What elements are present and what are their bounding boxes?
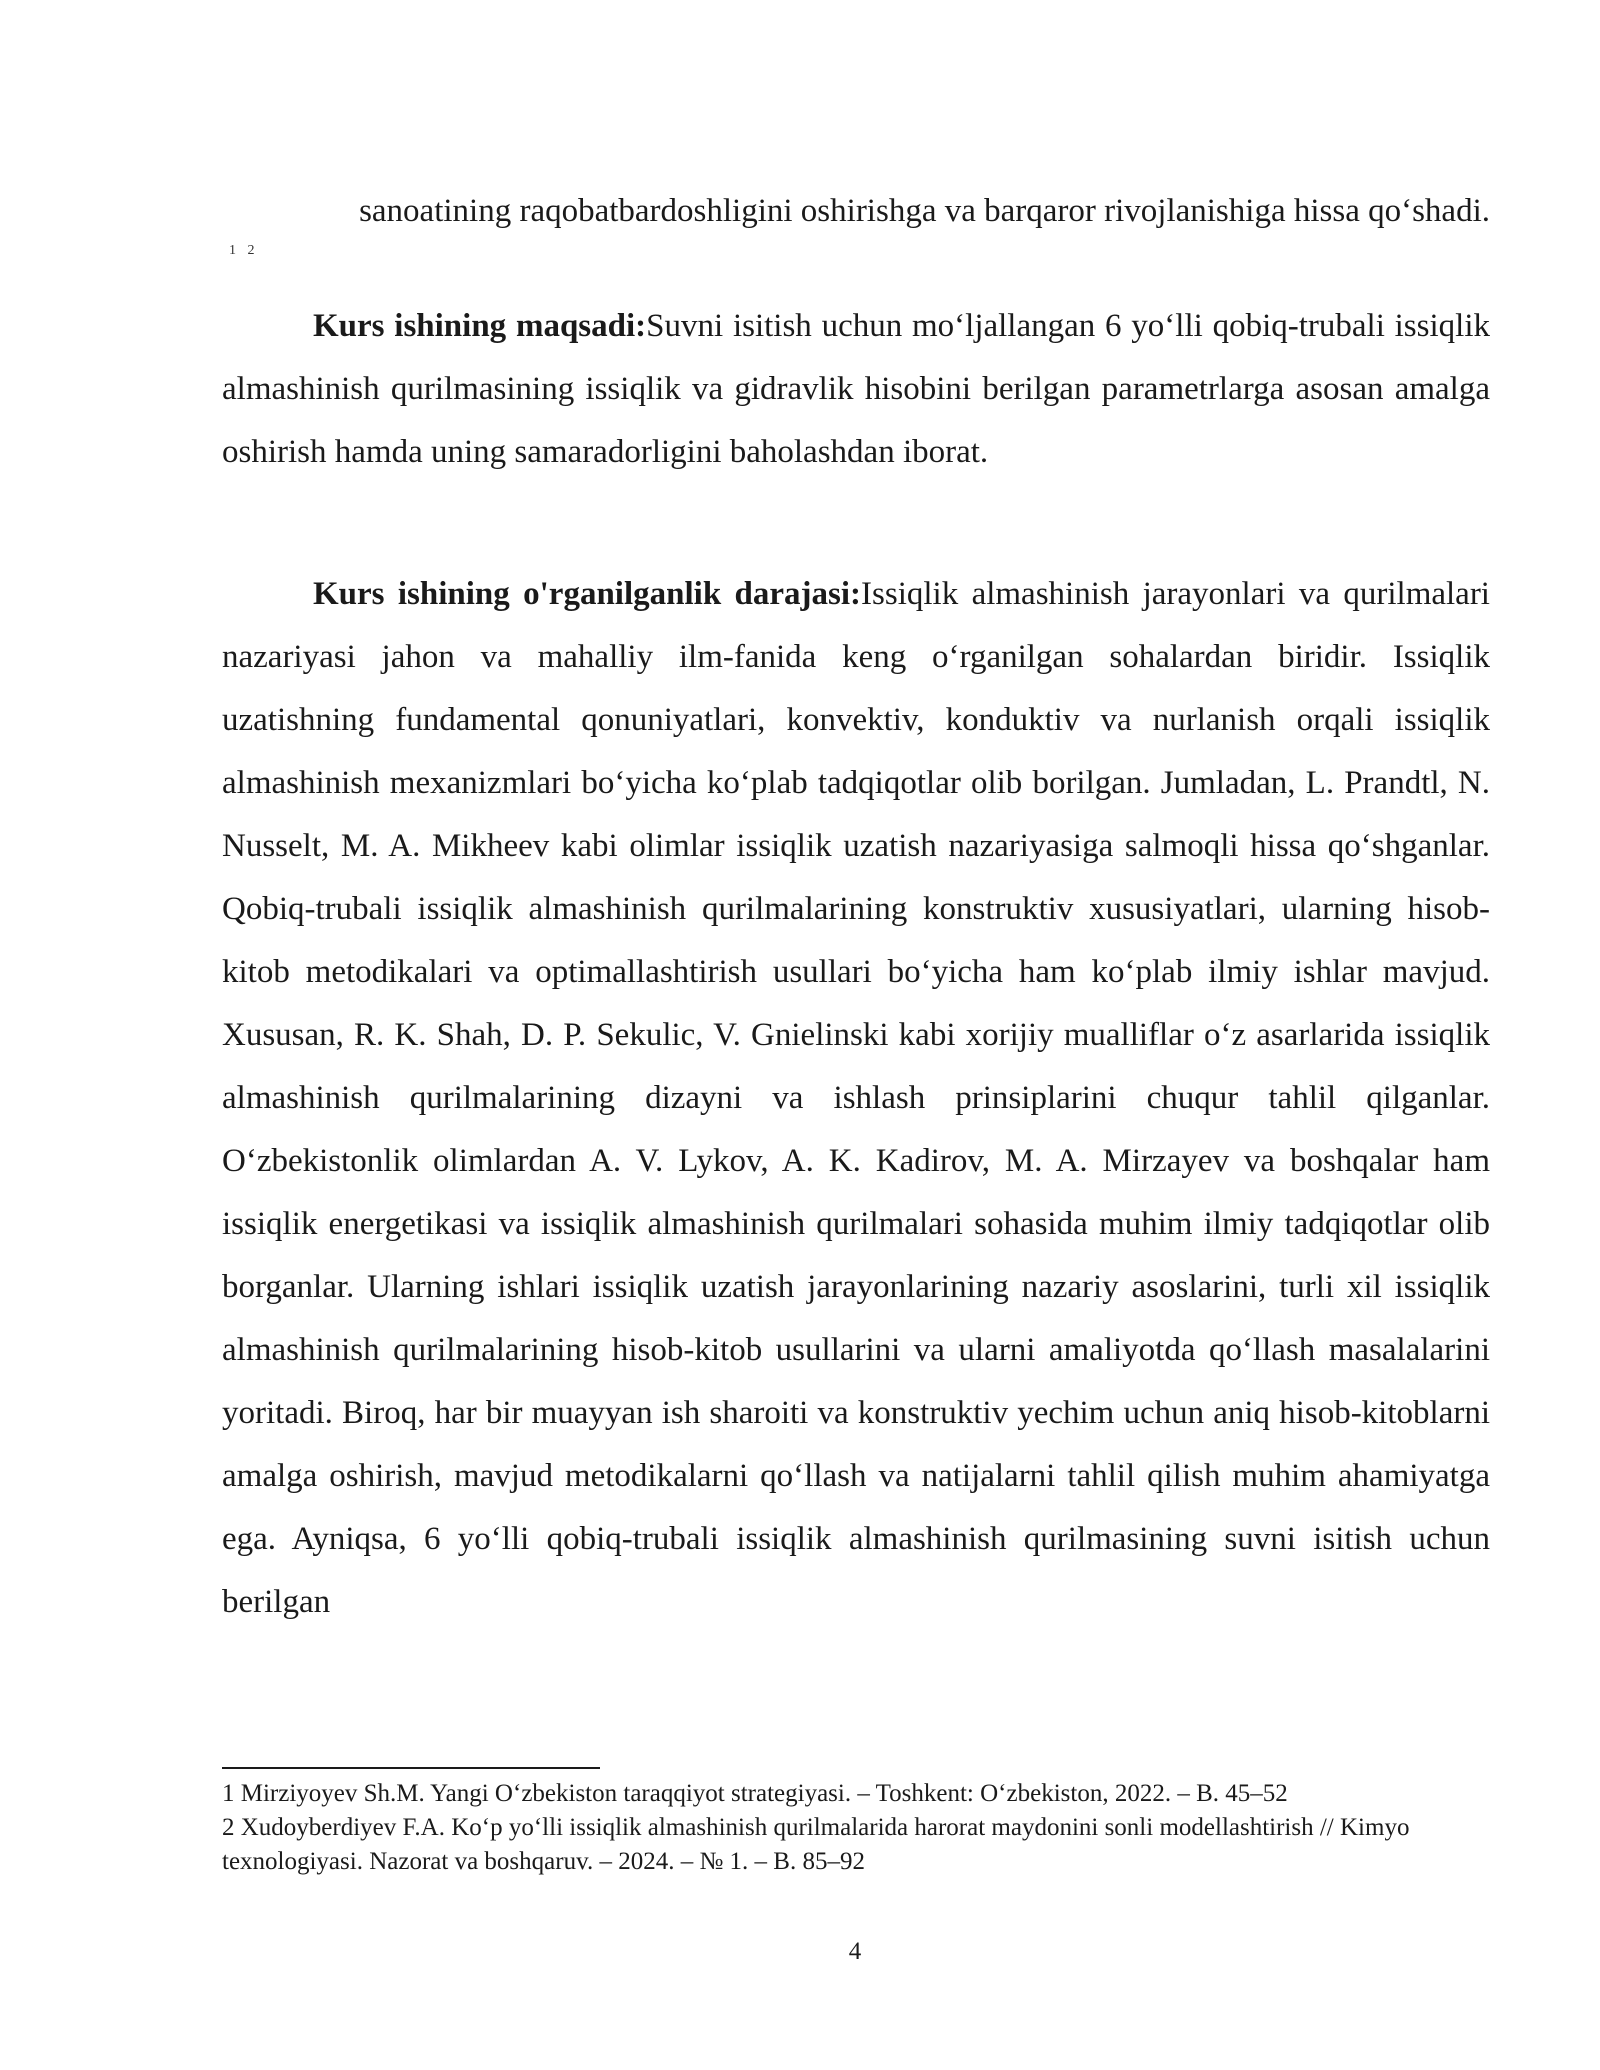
intro-text: sanoatining raqobatbardoshligini oshirishga va barqaror rivojlanishiga hissa qo‘shadi. — [359, 193, 1490, 229]
goal-text: Suvni isitish uchun mo‘ljallangan 6 yo‘lli qobiq-trubali issiqlik almashinish qurilmasining issiqlik va gidravlik hisobini berilgan parametrlarga asosan amalga oshirish hamda uning samaradorligini baholashdan iborat. — [222, 308, 1490, 470]
footnote-references: 1 2 — [229, 243, 259, 258]
study-level-heading: Kurs ishining o'rganilganlik darajasi: — [313, 576, 862, 612]
study-level-paragraph — [222, 563, 1490, 1634]
intro-paragraph — [222, 180, 1490, 243]
footnote-separator — [222, 1767, 600, 1769]
goal-heading: Kurs ishining maqsadi: — [313, 308, 647, 344]
footnotes — [222, 1777, 1490, 1879]
footnote-1: 1 Mirziyoyev Sh.M. Yangi O‘zbekiston taraqqiyot strategiyasi. – Toshkent: O‘zbekiston, 2022. – B. 45–52 — [222, 1780, 1288, 1807]
goal-paragraph — [222, 295, 1490, 484]
study-level-text: Issiqlik almashinish jarayonlari va qurilmalari nazariyasi jahon va mahalliy ilm-fanida keng o‘rganilgan sohalardan biridir. Issiqlik uzatishning fundamental qonuniyatlari, konvektiv, konduktiv va nurlanish orqali issiqlik almashinish mexanizmlari bo‘yicha ko‘plab tadqiqotlar olib borilgan. Jumladan, L. Prandtl, N. Nusselt, M. A. Mikheev kabi olimlar issiqlik uzatish nazariyasiga salmoqli hissa qo‘shganlar. Qobiq-trubali issiqlik almashinish qurilmalarining konstruktiv xususiyatlari, ularning hisob-kitob metodikalari va optimallashtirish usullari bo‘yicha ham ko‘plab ilmiy ishlar mavjud. Xususan, R. K. Shah, D. P. Sekulic, V. Gnielinski kabi xorijiy mualliflar o‘z asarlarida issiqlik almashinish qurilmalarining dizayni va ishlash prinsiplarini chuqur tahlil qilganlar. O‘zbekistonlik olimlardan A. V. Lykov, A. K. Kadirov, M. A. Mirzayev va boshqalar ham issiqlik energetikasi va issiqlik almashinish qurilmalari sohasida muhim ilmiy tadqiqotlar olib borganlar. Ularning ishlari issiqlik uzatish jarayonlarining nazariy asoslarini, turli xil issiqlik almashinish qurilmalarining hisob-kitob usullarini va ularni amaliyotda qo‘llash masalalarini yoritadi. Biroq, har bir muayyan ish sharoiti va konstruktiv yechim uchun aniq hisob-kitoblarni amalga oshirish, mavjud metodikalarni qo‘llash va natijalarni tahlil qilish muhim ahamiyatga ega. Ayniqsa, 6 yo‘lli qobiq-trubali issiqlik almashinish qurilmasining suvni isitish uchun berilgan — [222, 576, 1490, 1620]
footnote-2: 2 Xudoyberdiyev F.A. Ko‘p yo‘lli issiqlik almashinish qurilmalarida harorat maydonini sonli modellashtirish // Kimyo texnologiyasi. Nazorat va boshqaruv. – 2024. – № 1. – B. 85–92 — [222, 1814, 1410, 1875]
page-number: 4 — [848, 1938, 862, 1965]
